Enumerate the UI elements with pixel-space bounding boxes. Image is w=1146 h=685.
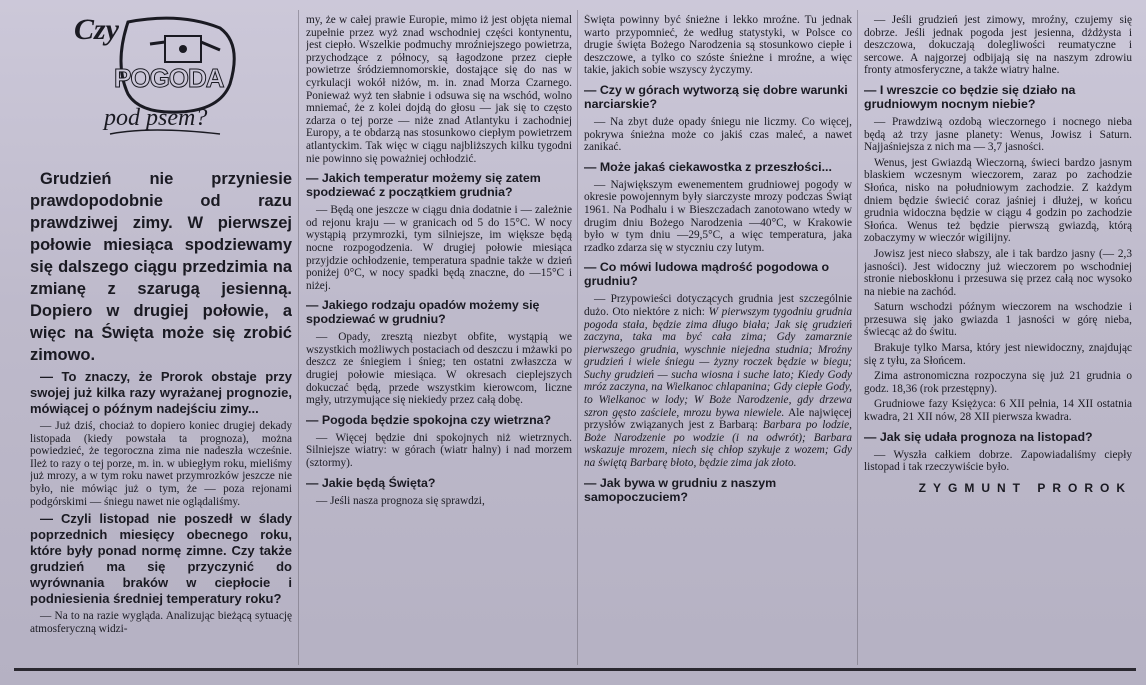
answer-2: — Na to na razie wygląda. Analizując bieżącą sytuację atmosferyczną widzi- — [30, 610, 292, 635]
article-logo — [70, 14, 250, 144]
column-rule — [577, 10, 578, 665]
question-1: — To znaczy, że Prorok obstaje przy swojej już kilka razy wyrażanej prognozie, mówiącej o późnym nadejściu zimy... — [30, 369, 292, 416]
answer-4: — Opady, zresztą niezbyt obfite, wystąpią we wszystkich możliwych postaciach od deszczu i mżawki po deszcz ze śniegiem i śnieg; ten ostatni zwłaszcza w drugiej połowie miesiąca. W okresach cieplejszych dokuczać będą, przede wszystkim kierowcom, liczne mgły, utrzymujące się niekiedy przez całą dobę. — [306, 331, 572, 407]
paragraph-moon-phases: Grudniowe fazy Księżyca: 6 XII pełnia, 14 XII ostatnia kwadra, 21 XII nów, 28 XII pierwsza kwadra. — [864, 398, 1132, 424]
paragraph-venus: Wenus, jest Gwiazdą Wieczorną, świeci bardzo jasnym blaskiem wczesnym wieczorem, zaraz po zachodzie Słońca, nisko na południowym zachodzie. Z każdym dniem będzie świecić coraz jaśniej i dłużej, w końcu grudnia widoczna będzie w ciągu 4 godzin po zachodzie Słońca. Wenus też będzie pierwszą gwiazdą, którą zobaczymy w wieczór wigilijny. — [864, 156, 1132, 245]
answer-9-intro: — Przypowieści dotyczących grudnia jest szczególnie dużo. Oto niektóre z nich: — [584, 293, 852, 318]
answer-5: — Więcej będzie dni spokojnych niż wietrznych. Silniejsze wiatry: w górach (wiatr halny) i nad morzem (sztormy). — [306, 431, 572, 470]
column-1 — [30, 14, 292, 664]
question-12: — Jak się udała prognoza na listopad? — [864, 429, 1093, 444]
question-11: — I wreszcie co będzie się działo na grudniowym nocnym niebie? — [864, 82, 1076, 111]
question-7: — Czy w górach wytworzą się dobre warunki narciarskie? — [584, 82, 848, 111]
logo-word-pogoda: POGODA — [114, 63, 224, 93]
column-rule — [857, 10, 858, 665]
answer-10: — Jeśli grudzień jest zimowy, mroźny, czujemy się dobrze. Jeśli jednak pogoda jest jesienna, dżdżysta i deszczowa, dokuczają dolegliwości reumatyczne i sercowe. A najgorzej odbijają się na naszym zdrowiu fronty atmosferyczne, a także wiatry halne. — [864, 14, 1132, 77]
question-10: — Jak bywa w grudniu z naszym samopoczuciem? — [584, 475, 777, 504]
answer-3: — Będą one jeszcze w ciągu dnia dodatnie i — zależnie od rejonu kraju — w granicach od 5 do 15°C. W nocy wystąpią przymrozki, tym silniejsze, im większe będą nocne rozpogodzenia. W drugiej połowie miesiąca przyjdzie ochłodzenie, temperatura spadnie także w dzień poniżej 0°C, w nocy spadki będą znaczne, do —15°C i niżej. — [306, 204, 572, 292]
paragraph-jupiter: Jowisz jest nieco słabszy, ale i tak bardzo jasny (— 2,3 jasności). Jest widoczny już wieczorem po wschodniej stronie nieboskłonu i przesuwa się przez całą noc wysoko na niebie na zachód. — [864, 247, 1132, 298]
paragraph-mars: Brakuje tylko Marsa, który jest niewidoczny, znajdując się z tyłu, za Słońcem. — [864, 342, 1132, 367]
answer-9 — [584, 293, 852, 469]
answer-9-barbara: Ale najwięcej przysłów związanych jest z Barbarą: — [584, 406, 852, 432]
paragraph: my, że w całej prawie Europie, mimo iż jest objęta niemal zupełnie przez wyż znad wschodniej części kontynentu, jest ciepło. Wszelkie podmuchy mroźniejszego powietrza, przychodzące z północy, są łagodzone przez ciepłe powietrze śródziemnomorskie, dostające się do nas w cyrkulacji wokół niżów, m. in. znad Morza Czarnego. Ponieważ wyż ten słabnie i odsuwa się na wschód, wolno mniemać, że z kolei dojdą do głosu — jak się to często zdarza o tej porze — niże znad Atlantyku i zachodniej Europy, a te obdarzą nas stosunkowo ciepłym powietrzem atlantyckim. Tak więc w ciągu najbliższych kilku tygodni nie powinno się poważniej ochłodzić. — [306, 14, 572, 165]
article-lead: Grudzień nie przyniesie prawdopodobnie od razu prawdziwej zimy. W pierwszej połowie miesiąca spodziewamy się dalszego ciągu przedzimia na zmianę z szarugą jesienną. Dopiero w drugiej połowie, a więc na Święta może się zrobić zimowo. — [30, 170, 292, 364]
answer-7: — Na zbyt duże opady śniegu nie liczmy. Co więcej, pokrywa śnieżna może co jakiś czas maleć, a nawet zanikać. — [584, 115, 852, 154]
paragraph: Święta powinny być śnieżne i lekko mroźne. Tu jednak warto przypomnieć, że według statystyki, w Polsce co drugie święta Bożego Narodzenia są stosunkowo ciepłe i deszczowe, a tylko co szóste śnieżne i mroźne, a więc takie, jakich sobie wszyscy życzymy. — [584, 14, 852, 77]
answer-8: — Największym ewenementem grudniowej pogody w okresie powojennym były siarczyste mrozy podczas Świąt 1961. Na Podhalu i w Bieszczadach zanotowano wtedy w drugim dniu Bożego Narodzenia —40°C, w Krakowie było w tym dniu —29,5°C, a więc temperatura, jaka rzadko zdarza się w styczniu czy lutym. — [584, 178, 852, 254]
column-4 — [864, 14, 1132, 674]
answer-12: — Wyszła całkiem dobrze. Zapowiadaliśmy ciepły listopad i tak rzeczywiście było. — [864, 448, 1132, 474]
question-2: — Czyli listopad nie poszedł w ślady poprzednich miesięcy obecnego roku, które były ponad normę zimne. Czy także grudzień ma się przyczynić do wyrównania braków w ciepłocie i podniesienia średniej temperatury roku? — [30, 511, 292, 607]
question-9: — Co mówi ludowa mądrość pogodowa o grudniu? — [584, 260, 830, 289]
author-signature: ZYGMUNT PROROK — [918, 480, 1132, 495]
question-8: — Może jakaś ciekawostka z przeszłości... — [584, 159, 832, 174]
question-6: — Jakie będą Święta? — [306, 475, 436, 490]
logo-word-czy: Czy — [74, 14, 119, 46]
question-5: — Pogoda będzie spokojna czy wietrzna? — [306, 412, 552, 427]
column-2 — [306, 14, 572, 674]
paragraph-winter: Zima astronomiczna rozpoczyna się już 21 grudnia o godz. 18,36 (rok przestępny). — [864, 370, 1132, 395]
column-3 — [584, 14, 852, 674]
proverbs-december: W pierwszym tygodniu grudnia pogoda stała, będzie zima długo biała; Jak się grudzień zaczyna, taka ma być cała zima; Gdy zamarznie pierwszego grudnia, wyschnie niejedna studnia; Mroźny grudzień i wiele śniegu — żyzny roczek będzie w biegu; Suchy grudzień — sucha wiosna i suche lato; Kiedy Gody mróz zaczyna, na Wielkanoc chlapanina; Gdy ciepłe Gody, to Wielkanoc w lody; W Boże Narodzenie, gdy drzewa szron gęsto zaściele, mrozu bywa niewiele. — [584, 305, 852, 419]
question-3: — Jakich temperatur możemy się zatem spodziewać z początkiem grudnia? — [306, 171, 541, 200]
question-4: — Jakiego rodzaju opadów możemy się spodziewać w grudniu? — [306, 298, 540, 327]
bottom-border — [14, 668, 1136, 671]
proverbs-barbara: Barbara po lodzie, Boże Narodzenie po wodzie (i na odwrót); Barbara wskazuje mrozem, niech się chłop szykuje z wozem; Gdy na świętą Barbarę błoto, będzie zima jak złoto. — [584, 419, 852, 470]
logo-word-pod-psem: pod psem? — [104, 105, 208, 131]
answer-1: — Już dziś, chociaż to dopiero koniec drugiej dekady listopada (kiedy powstała ta prognoza), można powiedzieć, że tegoroczna zima nie nadeszła wcześnie. Ileż to razy o tej porze, m. in. w ubiegłym roku, mieliśmy już mrozy, a w tym roku nawet przymrozków jeszcze nie było, nie mówiąc już o tym, że — poza rejonami podgórskimi — śniegu nawet nie oglądaliśmy. — [30, 420, 292, 508]
answer-11: — Prawdziwą ozdobą wieczornego i nocnego nieba będą aż trzy jasne planety: Wenus, Jowisz i Saturn. Najjaśniejsza z nich ma — 3,7 jasności. — [864, 115, 1132, 154]
column-rule — [298, 10, 299, 665]
paragraph-saturn: Saturn wschodzi późnym wieczorem na wschodzie i przesuwa się jako gwiazda 1 jasności w górę nieba, świecąc aż do świtu. — [864, 301, 1132, 339]
answer-6: — Jeśli nasza prognoza się sprawdzi, — [316, 494, 485, 507]
